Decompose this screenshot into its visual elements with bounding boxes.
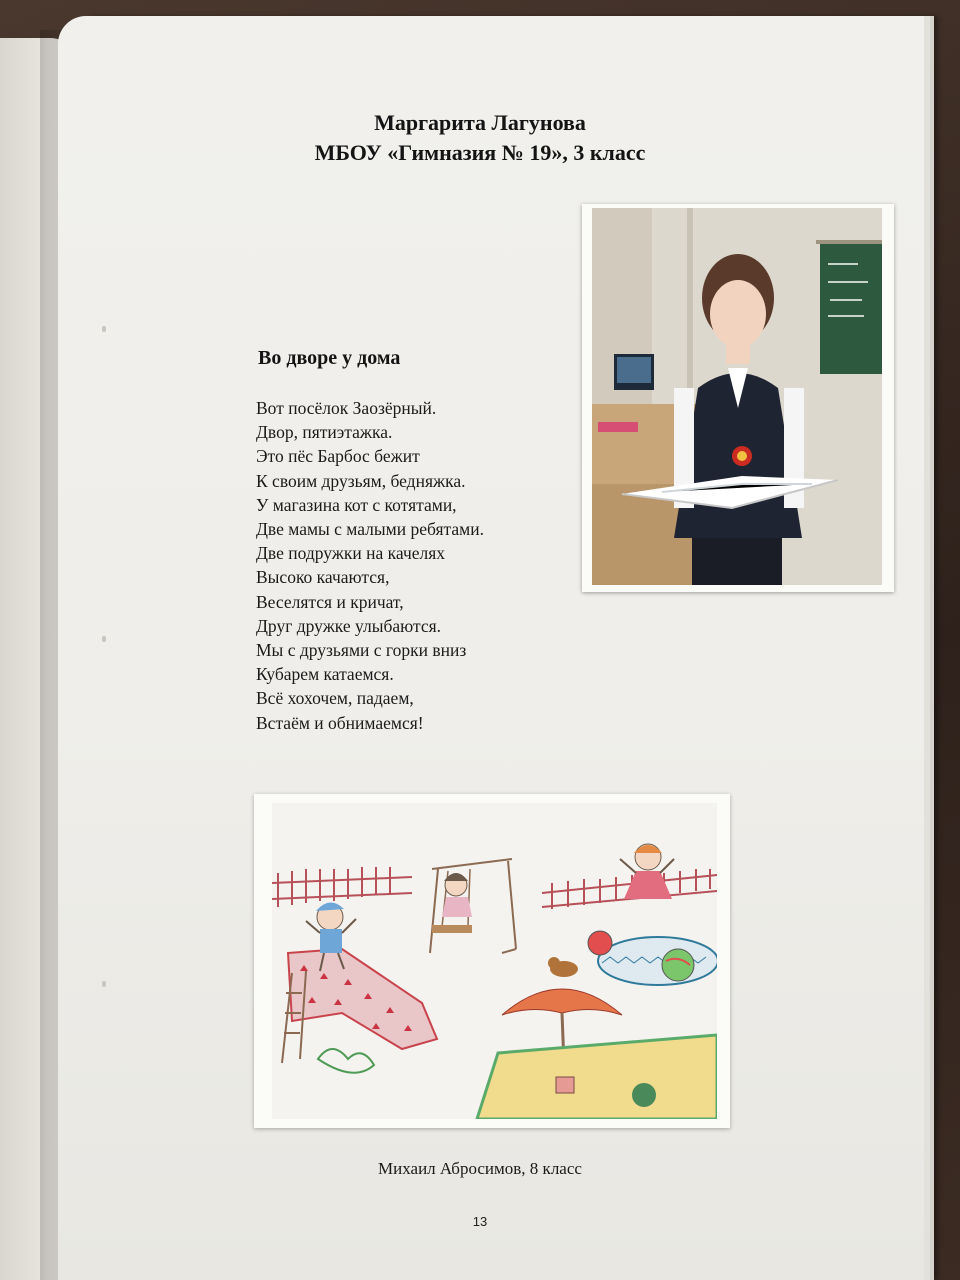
illustration-frame: [254, 794, 730, 1128]
stitch-mark: [102, 981, 106, 987]
poem-line: К своим друзьям, бедняжка.: [256, 470, 466, 491]
playground-drawing: [272, 803, 717, 1119]
poem-line: У магазина кот с котятами,: [256, 494, 457, 515]
author-photo-frame: [582, 204, 894, 592]
poem-line: Это пёс Барбос бежит: [256, 446, 420, 467]
author-name: Маргарита Лагунова: [374, 110, 586, 135]
poem-title: Во дворе у дома: [258, 347, 401, 369]
author-school: МБОУ «Гимназия № 19», 3 класс: [314, 140, 646, 165]
poem-line: Две мамы с малыми ребятами.: [256, 519, 484, 540]
poem-line: Высоко качаются,: [256, 567, 390, 588]
illustration-caption: Михаил Абросимов, 8 класс: [378, 1159, 582, 1178]
page-number: 13: [472, 1214, 488, 1229]
author-photo: [592, 208, 882, 585]
poem-line: Две подружки на качелях: [256, 543, 446, 564]
poem-line: Друг дружке улыбаются.: [256, 615, 442, 636]
stitch-mark: [102, 636, 106, 642]
poem-text: [256, 396, 484, 735]
poem-line: Веселятся и кричат,: [256, 591, 404, 612]
poem-line: Встаём и обнимаемся!: [256, 712, 424, 733]
poem-line: Кубарем катаемся.: [256, 664, 394, 685]
poem-line: Двор, пятиэтажка.: [256, 422, 393, 443]
poem-line: Вот посёлок Заозёрный.: [256, 398, 437, 418]
stitch-mark: [102, 326, 106, 332]
poem-line: Всё хохочем, падаем,: [256, 688, 414, 709]
poem-line: Мы с друзьями с горки вниз: [256, 640, 467, 661]
